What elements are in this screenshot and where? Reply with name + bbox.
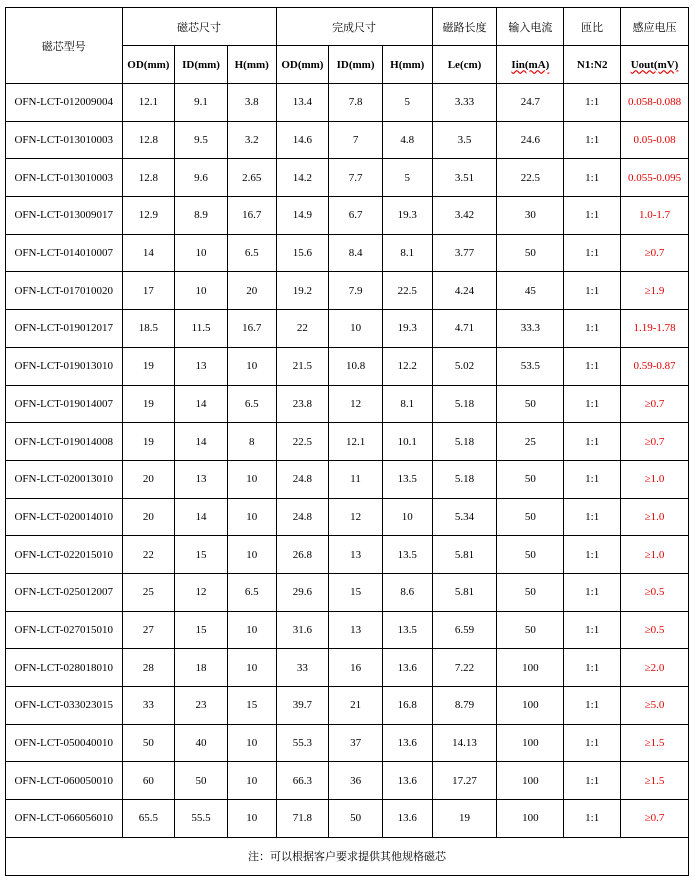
uout-cell: ≥1.0: [621, 498, 689, 536]
le-cell: 5.81: [432, 573, 497, 611]
fin-od-cell: 21.5: [276, 347, 329, 385]
fin-od-cell: 26.8: [276, 536, 329, 574]
fin-od-cell: 55.3: [276, 724, 329, 762]
ratio-cell: 1:1: [564, 536, 621, 574]
uout-cell: 0.05-0.08: [621, 121, 689, 159]
table-row: [6, 724, 689, 762]
fin-h-cell: 8.6: [382, 573, 432, 611]
fin-h-cell: 13.5: [382, 460, 432, 498]
fin-h-cell: 13.6: [382, 724, 432, 762]
core-h-cell: 6.5: [227, 573, 276, 611]
core-od-cell: 60: [122, 762, 175, 800]
uout-cell: 0.058-0.088: [621, 84, 689, 122]
iin-cell: 50: [497, 498, 564, 536]
core-od-cell: 22: [122, 536, 175, 574]
fin-h-cell: 13.6: [382, 800, 432, 838]
ratio-cell: 1:1: [564, 611, 621, 649]
le-cell: 19: [432, 800, 497, 838]
core-id-cell: 10: [175, 272, 228, 310]
fin-h-cell: 13.6: [382, 762, 432, 800]
core-id-cell: 50: [175, 762, 228, 800]
header-input-current: 输入电流: [497, 8, 564, 46]
fin-h-cell: 19.3: [382, 310, 432, 348]
fin-id-cell: 12.1: [329, 423, 383, 461]
iin-cell: 50: [497, 385, 564, 423]
table-row: [6, 687, 689, 725]
model-cell: OFN-LCT-022015010: [6, 536, 123, 574]
core-od-cell: 20: [122, 498, 175, 536]
fin-od-cell: 31.6: [276, 611, 329, 649]
table-row: [6, 536, 689, 574]
sub-core-h: H(mm): [227, 46, 276, 84]
fin-h-cell: 5: [382, 159, 432, 197]
fin-h-cell: 16.8: [382, 687, 432, 725]
core-id-cell: 15: [175, 536, 228, 574]
fin-id-cell: 15: [329, 573, 383, 611]
ratio-cell: 1:1: [564, 423, 621, 461]
iin-cell: 33.3: [497, 310, 564, 348]
core-od-cell: 28: [122, 649, 175, 687]
sub-uout-text: Uout(mV): [630, 58, 679, 71]
fin-id-cell: 50: [329, 800, 383, 838]
header-induced-voltage: 感应电压: [621, 8, 689, 46]
uout-cell: ≥1.9: [621, 272, 689, 310]
model-cell: OFN-LCT-019012017: [6, 310, 123, 348]
iin-cell: 24.6: [497, 121, 564, 159]
header-core-size: 磁芯尺寸: [122, 8, 276, 46]
fin-id-cell: 10: [329, 310, 383, 348]
fin-h-cell: 13.6: [382, 649, 432, 687]
table-row: [6, 272, 689, 310]
core-h-cell: 10: [227, 347, 276, 385]
model-cell: OFN-LCT-013010003: [6, 121, 123, 159]
model-cell: OFN-LCT-028018010: [6, 649, 123, 687]
le-cell: 4.24: [432, 272, 497, 310]
fin-id-cell: 16: [329, 649, 383, 687]
iin-cell: 45: [497, 272, 564, 310]
fin-id-cell: 6.7: [329, 197, 383, 235]
core-h-cell: 6.5: [227, 385, 276, 423]
le-cell: 5.18: [432, 460, 497, 498]
model-cell: OFN-LCT-013010003: [6, 159, 123, 197]
core-id-cell: 14: [175, 498, 228, 536]
uout-cell: ≥1.5: [621, 724, 689, 762]
iin-cell: 50: [497, 536, 564, 574]
iin-cell: 24.7: [497, 84, 564, 122]
sub-core-od: OD(mm): [122, 46, 175, 84]
le-cell: 8.79: [432, 687, 497, 725]
model-cell: OFN-LCT-020014010: [6, 498, 123, 536]
uout-cell: ≥0.7: [621, 234, 689, 272]
core-h-cell: 10: [227, 800, 276, 838]
model-cell: OFN-LCT-066056010: [6, 800, 123, 838]
core-id-cell: 8.9: [175, 197, 228, 235]
uout-cell: 0.59-0.87: [621, 347, 689, 385]
fin-h-cell: 13.5: [382, 536, 432, 574]
model-cell: OFN-LCT-014010007: [6, 234, 123, 272]
sub-core-id: ID(mm): [175, 46, 228, 84]
uout-cell: ≥0.7: [621, 423, 689, 461]
le-cell: 4.71: [432, 310, 497, 348]
core-id-cell: 14: [175, 423, 228, 461]
fin-id-cell: 21: [329, 687, 383, 725]
table-row: [6, 347, 689, 385]
model-cell: OFN-LCT-019014008: [6, 423, 123, 461]
sub-le: Le(cm): [432, 46, 497, 84]
fin-od-cell: 22.5: [276, 423, 329, 461]
le-cell: 5.34: [432, 498, 497, 536]
sub-uout: [621, 46, 689, 84]
fin-id-cell: 36: [329, 762, 383, 800]
le-cell: 3.42: [432, 197, 497, 235]
iin-cell: 50: [497, 460, 564, 498]
ratio-cell: 1:1: [564, 498, 621, 536]
fin-h-cell: 8.1: [382, 385, 432, 423]
ratio-cell: 1:1: [564, 687, 621, 725]
fin-id-cell: 7.9: [329, 272, 383, 310]
core-id-cell: 14: [175, 385, 228, 423]
core-od-cell: 12.9: [122, 197, 175, 235]
fin-h-cell: 19.3: [382, 197, 432, 235]
fin-od-cell: 39.7: [276, 687, 329, 725]
ratio-cell: 1:1: [564, 234, 621, 272]
ratio-cell: 1:1: [564, 460, 621, 498]
le-cell: 14.13: [432, 724, 497, 762]
core-h-cell: 20: [227, 272, 276, 310]
core-od-cell: 25: [122, 573, 175, 611]
model-cell: OFN-LCT-025012007: [6, 573, 123, 611]
model-cell: OFN-LCT-020013010: [6, 460, 123, 498]
core-h-cell: 16.7: [227, 197, 276, 235]
ratio-cell: 1:1: [564, 573, 621, 611]
fin-id-cell: 37: [329, 724, 383, 762]
iin-cell: 53.5: [497, 347, 564, 385]
le-cell: 5.81: [432, 536, 497, 574]
core-h-cell: 10: [227, 536, 276, 574]
core-h-cell: 10: [227, 611, 276, 649]
uout-cell: ≥0.5: [621, 611, 689, 649]
fin-od-cell: 22: [276, 310, 329, 348]
core-h-cell: 3.2: [227, 121, 276, 159]
table-row: [6, 762, 689, 800]
iin-cell: 50: [497, 611, 564, 649]
table-row: [6, 611, 689, 649]
table-row: [6, 84, 689, 122]
sub-fin-od: OD(mm): [276, 46, 329, 84]
uout-cell: ≥1.0: [621, 460, 689, 498]
core-h-cell: 8: [227, 423, 276, 461]
le-cell: 17.27: [432, 762, 497, 800]
model-cell: OFN-LCT-019013010: [6, 347, 123, 385]
fin-od-cell: 71.8: [276, 800, 329, 838]
uout-cell: ≥2.0: [621, 649, 689, 687]
le-cell: 3.77: [432, 234, 497, 272]
model-cell: OFN-LCT-033023015: [6, 687, 123, 725]
ratio-cell: 1:1: [564, 121, 621, 159]
ratio-cell: 1:1: [564, 84, 621, 122]
core-id-cell: 9.6: [175, 159, 228, 197]
model-cell: OFN-LCT-017010020: [6, 272, 123, 310]
le-cell: 6.59: [432, 611, 497, 649]
fin-id-cell: 7.8: [329, 84, 383, 122]
fin-od-cell: 15.6: [276, 234, 329, 272]
le-cell: 5.02: [432, 347, 497, 385]
core-h-cell: 3.8: [227, 84, 276, 122]
fin-id-cell: 12: [329, 385, 383, 423]
core-id-cell: 15: [175, 611, 228, 649]
core-od-cell: 27: [122, 611, 175, 649]
le-cell: 3.51: [432, 159, 497, 197]
table-row: [6, 573, 689, 611]
fin-id-cell: 11: [329, 460, 383, 498]
uout-cell: ≥0.5: [621, 573, 689, 611]
core-id-cell: 13: [175, 347, 228, 385]
core-id-cell: 18: [175, 649, 228, 687]
table-body: [6, 84, 689, 838]
fin-od-cell: 14.2: [276, 159, 329, 197]
fin-id-cell: 8.4: [329, 234, 383, 272]
fin-h-cell: 12.2: [382, 347, 432, 385]
fin-h-cell: 13.5: [382, 611, 432, 649]
core-h-cell: 10: [227, 498, 276, 536]
iin-cell: 100: [497, 800, 564, 838]
uout-cell: 0.055-0.095: [621, 159, 689, 197]
uout-cell: 1.0-1.7: [621, 197, 689, 235]
fin-id-cell: 13: [329, 536, 383, 574]
core-id-cell: 9.1: [175, 84, 228, 122]
core-od-cell: 19: [122, 385, 175, 423]
fin-h-cell: 8.1: [382, 234, 432, 272]
table-row: [6, 234, 689, 272]
spec-table: [5, 7, 689, 876]
fin-od-cell: 66.3: [276, 762, 329, 800]
model-cell: OFN-LCT-019014007: [6, 385, 123, 423]
le-cell: 7.22: [432, 649, 497, 687]
core-h-cell: 16.7: [227, 310, 276, 348]
core-id-cell: 9.5: [175, 121, 228, 159]
model-cell: OFN-LCT-012009004: [6, 84, 123, 122]
core-od-cell: 12.8: [122, 121, 175, 159]
iin-cell: 100: [497, 687, 564, 725]
ratio-cell: 1:1: [564, 347, 621, 385]
model-cell: OFN-LCT-027015010: [6, 611, 123, 649]
ratio-cell: 1:1: [564, 800, 621, 838]
fin-h-cell: 10: [382, 498, 432, 536]
sub-fin-h: H(mm): [382, 46, 432, 84]
ratio-cell: 1:1: [564, 197, 621, 235]
model-cell: OFN-LCT-060050010: [6, 762, 123, 800]
header-model: 磁芯型号: [6, 8, 123, 84]
table-row: [6, 800, 689, 838]
uout-cell: ≥1.0: [621, 536, 689, 574]
iin-cell: 25: [497, 423, 564, 461]
core-od-cell: 19: [122, 423, 175, 461]
ratio-cell: 1:1: [564, 310, 621, 348]
table-row: [6, 159, 689, 197]
ratio-cell: 1:1: [564, 724, 621, 762]
le-cell: 5.18: [432, 385, 497, 423]
core-id-cell: 40: [175, 724, 228, 762]
uout-cell: ≥0.7: [621, 800, 689, 838]
uout-cell: ≥0.7: [621, 385, 689, 423]
model-cell: OFN-LCT-050040010: [6, 724, 123, 762]
table-row: [6, 121, 689, 159]
uout-cell: ≥1.5: [621, 762, 689, 800]
sub-iin-text: Iin(mA): [511, 58, 550, 71]
fin-od-cell: 13.4: [276, 84, 329, 122]
uout-cell: ≥5.0: [621, 687, 689, 725]
core-od-cell: 33: [122, 687, 175, 725]
header-finished-size: 完成尺寸: [276, 8, 432, 46]
fin-od-cell: 24.8: [276, 460, 329, 498]
table-row: [6, 423, 689, 461]
core-h-cell: 10: [227, 649, 276, 687]
fin-od-cell: 24.8: [276, 498, 329, 536]
fin-od-cell: 33: [276, 649, 329, 687]
core-h-cell: 2.65: [227, 159, 276, 197]
le-cell: 3.33: [432, 84, 497, 122]
header-path-length: 磁路长度: [432, 8, 497, 46]
core-id-cell: 11.5: [175, 310, 228, 348]
core-od-cell: 12.8: [122, 159, 175, 197]
ratio-cell: 1:1: [564, 159, 621, 197]
le-cell: 5.18: [432, 423, 497, 461]
core-id-cell: 12: [175, 573, 228, 611]
fin-h-cell: 22.5: [382, 272, 432, 310]
footnote: 注：可以根据客户要求提供其他规格磁芯: [6, 837, 689, 875]
sub-ratio: N1:N2: [564, 46, 621, 84]
core-od-cell: 50: [122, 724, 175, 762]
table-row: [6, 460, 689, 498]
iin-cell: 100: [497, 649, 564, 687]
core-od-cell: 14: [122, 234, 175, 272]
core-od-cell: 20: [122, 460, 175, 498]
le-cell: 3.5: [432, 121, 497, 159]
sub-iin: [497, 46, 564, 84]
core-h-cell: 6.5: [227, 234, 276, 272]
table-row: [6, 649, 689, 687]
fin-od-cell: 14.6: [276, 121, 329, 159]
fin-id-cell: 7.7: [329, 159, 383, 197]
iin-cell: 100: [497, 724, 564, 762]
fin-h-cell: 10.1: [382, 423, 432, 461]
core-id-cell: 55.5: [175, 800, 228, 838]
core-od-cell: 18.5: [122, 310, 175, 348]
fin-id-cell: 13: [329, 611, 383, 649]
fin-od-cell: 23.8: [276, 385, 329, 423]
fin-id-cell: 7: [329, 121, 383, 159]
core-od-cell: 17: [122, 272, 175, 310]
sub-fin-id: ID(mm): [329, 46, 383, 84]
fin-h-cell: 4.8: [382, 121, 432, 159]
table-row: [6, 197, 689, 235]
core-od-cell: 19: [122, 347, 175, 385]
fin-id-cell: 12: [329, 498, 383, 536]
core-od-cell: 65.5: [122, 800, 175, 838]
ratio-cell: 1:1: [564, 762, 621, 800]
iin-cell: 50: [497, 234, 564, 272]
core-h-cell: 10: [227, 724, 276, 762]
header-turns-ratio: 匝比: [564, 8, 621, 46]
fin-od-cell: 14.9: [276, 197, 329, 235]
core-id-cell: 10: [175, 234, 228, 272]
ratio-cell: 1:1: [564, 649, 621, 687]
model-cell: OFN-LCT-013009017: [6, 197, 123, 235]
core-h-cell: 10: [227, 762, 276, 800]
iin-cell: 50: [497, 573, 564, 611]
table-row: [6, 310, 689, 348]
fin-od-cell: 19.2: [276, 272, 329, 310]
core-h-cell: 10: [227, 460, 276, 498]
iin-cell: 30: [497, 197, 564, 235]
fin-id-cell: 10.8: [329, 347, 383, 385]
ratio-cell: 1:1: [564, 272, 621, 310]
fin-h-cell: 5: [382, 84, 432, 122]
table-row: [6, 385, 689, 423]
table-row: [6, 498, 689, 536]
core-h-cell: 15: [227, 687, 276, 725]
iin-cell: 100: [497, 762, 564, 800]
uout-cell: 1.19-1.78: [621, 310, 689, 348]
iin-cell: 22.5: [497, 159, 564, 197]
ratio-cell: 1:1: [564, 385, 621, 423]
core-id-cell: 13: [175, 460, 228, 498]
core-od-cell: 12.1: [122, 84, 175, 122]
core-id-cell: 23: [175, 687, 228, 725]
fin-od-cell: 29.6: [276, 573, 329, 611]
